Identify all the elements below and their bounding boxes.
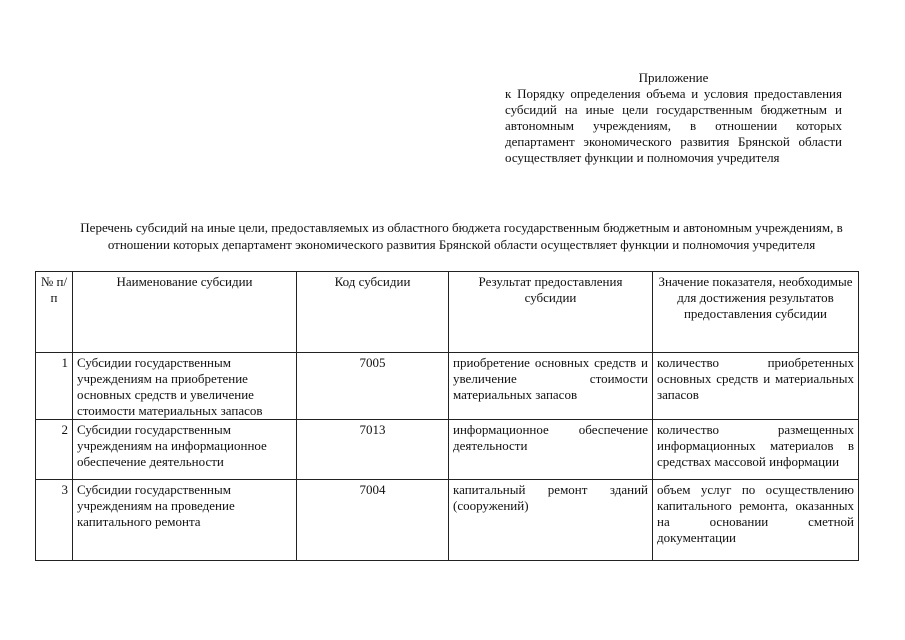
table-header-row — [36, 272, 859, 353]
appendix-text: к Порядку определения объема и условия предоставления субсидий на иные цели государственным бюджетным и автономным учреждениям, в отношении которых департамент экономического развития Брянской области осуществляет функции и полномочия учредителя — [505, 86, 842, 165]
row-num: 2 — [36, 420, 73, 480]
row-result: капитальный ремонт зданий (сооружений) — [449, 480, 653, 561]
table-row — [36, 353, 859, 420]
header-value: Значение показателя, необходимые для достижения результатов предоставления субсидии — [653, 272, 859, 353]
row-value: объем услуг по осуществлению капитального ремонта, оказанных на основании сметной документации — [653, 480, 859, 561]
row-name: Субсидии государственным учреждениям на приобретение основных средств и увеличение стоимости материальных запасов — [73, 353, 297, 420]
header-result: Результат предоставления субсидии — [449, 272, 653, 353]
row-value: количество размещенных информационных материалов в средствах массовой информации — [653, 420, 859, 480]
row-code: 7013 — [297, 420, 449, 480]
row-name: Субсидии государственным учреждениям на информационное обеспечение деятельности — [73, 420, 297, 480]
row-num: 1 — [36, 353, 73, 420]
row-code: 7004 — [297, 480, 449, 561]
row-result: информационное обеспечение деятельности — [449, 420, 653, 480]
row-result: приобретение основных средств и увеличение стоимости материальных запасов — [449, 353, 653, 420]
row-value: количество приобретенных основных средств и материальных запасов — [653, 353, 859, 420]
row-code: 7005 — [297, 353, 449, 420]
subsidies-table — [35, 271, 859, 561]
header-num: № п/п — [36, 272, 73, 353]
header-code: Код субсидии — [297, 272, 449, 353]
document-title: Перечень субсидий на иные цели, предоставляемых из областного бюджета государственным бюджетным и автономным учреждениям, в отношении которых департамент экономического развития Брянской области осуществляет функции и полномочия учредителя — [80, 220, 843, 252]
appendix-block — [505, 70, 842, 166]
appendix-title: Приложение — [638, 70, 709, 85]
table-row — [36, 420, 859, 480]
row-num: 3 — [36, 480, 73, 561]
table-row — [36, 480, 859, 561]
row-name: Субсидии государственным учреждениям на проведение капитального ремонта — [73, 480, 297, 561]
header-name: Наименование субсидии — [73, 272, 297, 353]
